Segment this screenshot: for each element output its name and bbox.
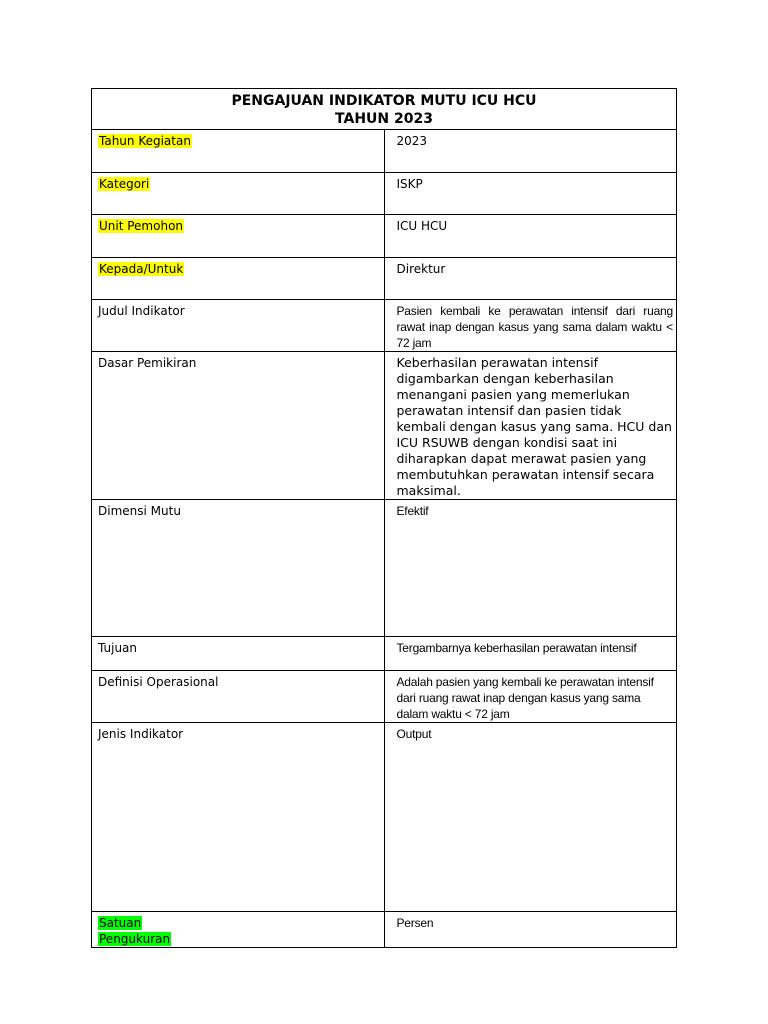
label-unit-pemohon: Unit Pemohon bbox=[99, 219, 184, 233]
label-tujuan: Tujuan bbox=[92, 637, 385, 671]
value-jenis-indikator: Output bbox=[384, 723, 677, 912]
row-kategori bbox=[92, 173, 677, 215]
value-definisi-operasional: Adalah pasien yang kembali ke perawatan intensif dari ruang rawat inap dengan kasus yang sama dalam waktu < 72 jam bbox=[384, 671, 677, 723]
value-kategori: ISKP bbox=[384, 173, 677, 215]
label-cell-unit-pemohon bbox=[92, 215, 385, 258]
label-judul-indikator: Judul Indikator bbox=[92, 300, 385, 352]
label-satuan-line-1: Satuan bbox=[99, 916, 142, 930]
row-jenis-indikator bbox=[92, 723, 677, 912]
row-judul-indikator bbox=[92, 300, 677, 352]
label-dasar-pemikiran: Dasar Pemikiran bbox=[92, 352, 385, 500]
form-title bbox=[92, 89, 677, 130]
row-satuan-pengukuran bbox=[92, 912, 677, 948]
label-kepada-untuk: Kepada/Untuk bbox=[99, 262, 184, 276]
value-dimensi-mutu: Efektif bbox=[384, 500, 677, 637]
value-unit-pemohon: ICU HCU bbox=[384, 215, 677, 258]
form-title-line-2: TAHUN 2023 bbox=[335, 111, 433, 127]
value-tahun-kegiatan: 2023 bbox=[384, 130, 677, 173]
title-row bbox=[92, 89, 677, 130]
value-judul-indikator: Pasien kembali ke perawatan intensif dari ruang rawat inap dengan kasus yang sama dalam waktu < 72 jam bbox=[384, 300, 677, 352]
row-tahun-kegiatan bbox=[92, 130, 677, 173]
row-tujuan bbox=[92, 637, 677, 671]
label-cell-kategori bbox=[92, 173, 385, 215]
row-definisi-operasional bbox=[92, 671, 677, 723]
label-dimensi-mutu: Dimensi Mutu bbox=[92, 500, 385, 637]
row-dasar-pemikiran bbox=[92, 352, 677, 500]
row-kepada-untuk bbox=[92, 258, 677, 300]
label-cell-tahun-kegiatan bbox=[92, 130, 385, 173]
label-satuan-line-2: Pengukuran bbox=[99, 932, 171, 946]
value-dasar-pemikiran: Keberhasilan perawatan intensif digambarkan dengan keberhasilan menangani pasien yang memerlukan perawatan intensif dan pasien tidak kembali dengan kasus yang sama. HCU dan ICU RSUWB dengan kondisi saat ini diharapkan dapat merawat pasien yang membutuhkan perawatan intensif secara maksimal. bbox=[384, 352, 677, 500]
value-tujuan: Tergambarnya keberhasilan perawatan intensif bbox=[384, 637, 677, 671]
form-title-line-1: PENGAJUAN INDIKATOR MUTU ICU HCU bbox=[231, 93, 537, 109]
label-kategori: Kategori bbox=[99, 177, 150, 191]
row-unit-pemohon bbox=[92, 215, 677, 258]
label-tahun-kegiatan: Tahun Kegiatan bbox=[99, 134, 191, 148]
row-dimensi-mutu bbox=[92, 500, 677, 637]
indicator-form-table bbox=[91, 88, 677, 948]
label-cell-kepada-untuk bbox=[92, 258, 385, 300]
value-satuan-pengukuran: Persen bbox=[384, 912, 677, 948]
value-kepada-untuk: Direktur bbox=[384, 258, 677, 300]
label-jenis-indikator: Jenis Indikator bbox=[92, 723, 385, 912]
label-definisi-operasional: Definisi Operasional bbox=[92, 671, 385, 723]
label-cell-satuan-pengukuran bbox=[92, 912, 385, 948]
